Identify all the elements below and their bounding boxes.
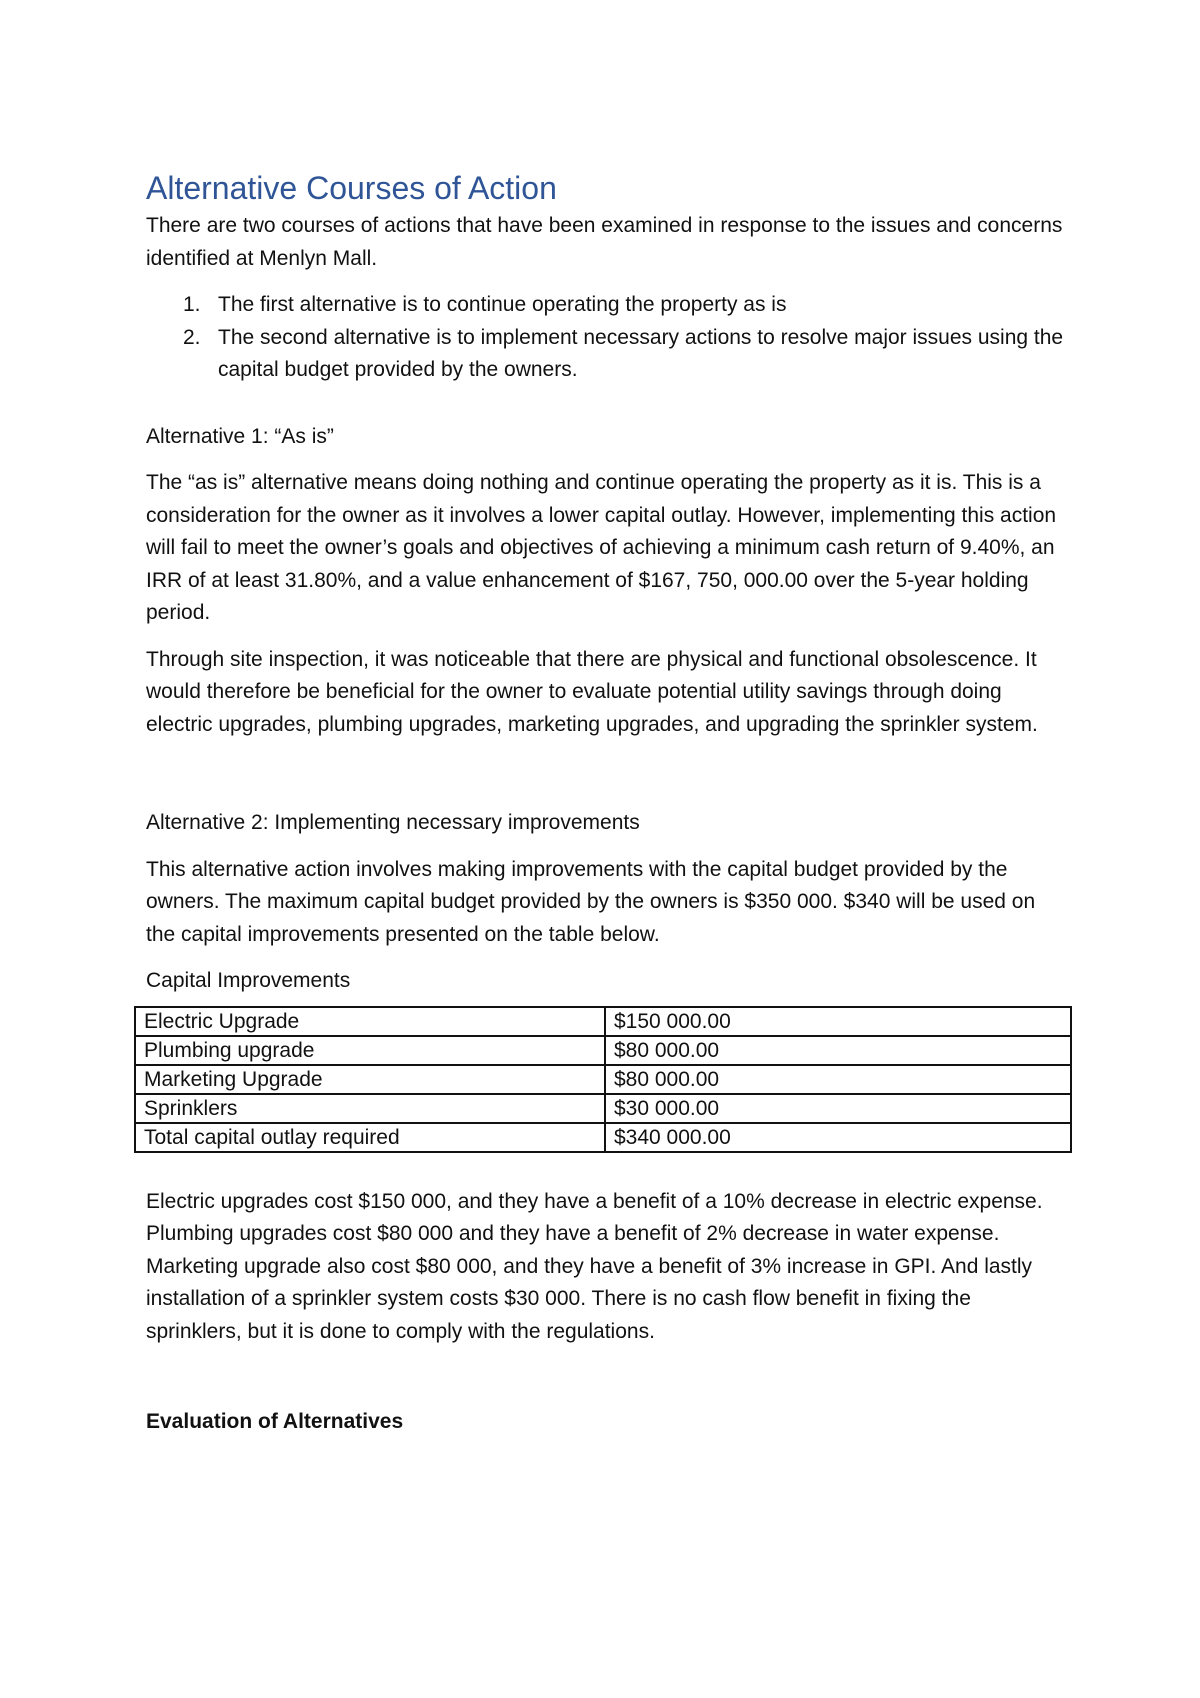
document-body <box>146 168 1070 1453</box>
list-number: 1. <box>183 293 201 316</box>
list-item-text: The second alternative is to implement necessary actions to resolve major issues using the capital budget provided by the owners. <box>218 325 1064 381</box>
alternatives-list <box>146 289 1070 387</box>
table-row <box>135 1007 1071 1036</box>
spacer <box>146 1362 1070 1406</box>
table-cell-item: Total capital outlay required <box>135 1123 605 1152</box>
alternative-1-heading: Alternative 1: “As is” <box>146 424 334 448</box>
table-cell-cost: $80 000.00 <box>605 1065 1071 1094</box>
table-cell-item: Marketing Upgrade <box>135 1065 605 1094</box>
intro-paragraph: There are two courses of actions that have been examined in response to the issues and concerns identified at Menlyn Mall. <box>146 214 1063 270</box>
alternative-2-paragraph-2: Electric upgrades cost $150 000, and they have a benefit of a 10% decrease in electric expense. Plumbing upgrades cost $80 000 and they have a benefit of 2% decrease in water expense. Marketing upgrade also cost $80 000, and they have a benefit of 3% increase in GPI. And lastly installation of a sprinkler system costs $30 000. There is no cash flow benefit in fixing the sprinklers, but it is done to comply with the regulations. <box>146 1189 1043 1343</box>
table-row <box>135 1123 1071 1152</box>
alternative-1-paragraph-2: Through site inspection, it was noticeable that there are physical and functional obsolescence. It would therefore be beneficial for the owner to evaluate potential utility savings through doing electric upgrades, plumbing upgrades, marketing upgrades, and upgrading the sprinkler system. <box>146 647 1038 736</box>
table-caption: Capital Improvements <box>146 969 351 992</box>
table-cell-item: Electric Upgrade <box>135 1007 605 1036</box>
alternative-1-paragraph-1: The “as is” alternative means doing nothing and continue operating the property as it is. This is a consideration for the owner as it involves a lower capital outlay. However, implementing this action will fail to meet the owner’s goals and objectives of achieving a minimum cash return of 9.40%, an IRR of at least 31.80%, and a value enhancement of $167, 750, 000.00 over the 5-year holding period. <box>146 471 1057 624</box>
list-item <box>146 289 1070 322</box>
table-cell-item: Sprinklers <box>135 1094 605 1123</box>
list-item <box>146 322 1070 387</box>
alternative-2-heading: Alternative 2: Implementing necessary improvements <box>146 811 640 834</box>
table-row <box>135 1065 1071 1094</box>
spacer <box>146 1153 1070 1186</box>
table-row <box>135 1036 1071 1065</box>
table-cell-cost: $150 000.00 <box>605 1007 1071 1036</box>
table-row <box>135 1094 1071 1123</box>
spacer <box>146 755 1070 807</box>
list-item-text: The first alternative is to continue operating the property as is <box>218 293 787 316</box>
alternative-2-paragraph-1: This alternative action involves making improvements with the capital budget provided by the owners. The maximum capital budget provided by the owners is $350 000. $340 will be used on the capital improvements presented on the table below. <box>146 857 1036 946</box>
table-cell-cost: $30 000.00 <box>605 1094 1071 1123</box>
capital-improvements-table <box>134 1006 1072 1153</box>
table-cell-item: Plumbing upgrade <box>135 1036 605 1065</box>
spacer <box>146 401 1070 421</box>
list-number: 2. <box>183 325 201 349</box>
table-cell-cost: $340 000.00 <box>605 1123 1071 1152</box>
table-cell-cost: $80 000.00 <box>605 1036 1071 1065</box>
evaluation-heading: Evaluation of Alternatives <box>146 1410 404 1433</box>
page-title: Alternative Courses of Action <box>146 170 557 206</box>
